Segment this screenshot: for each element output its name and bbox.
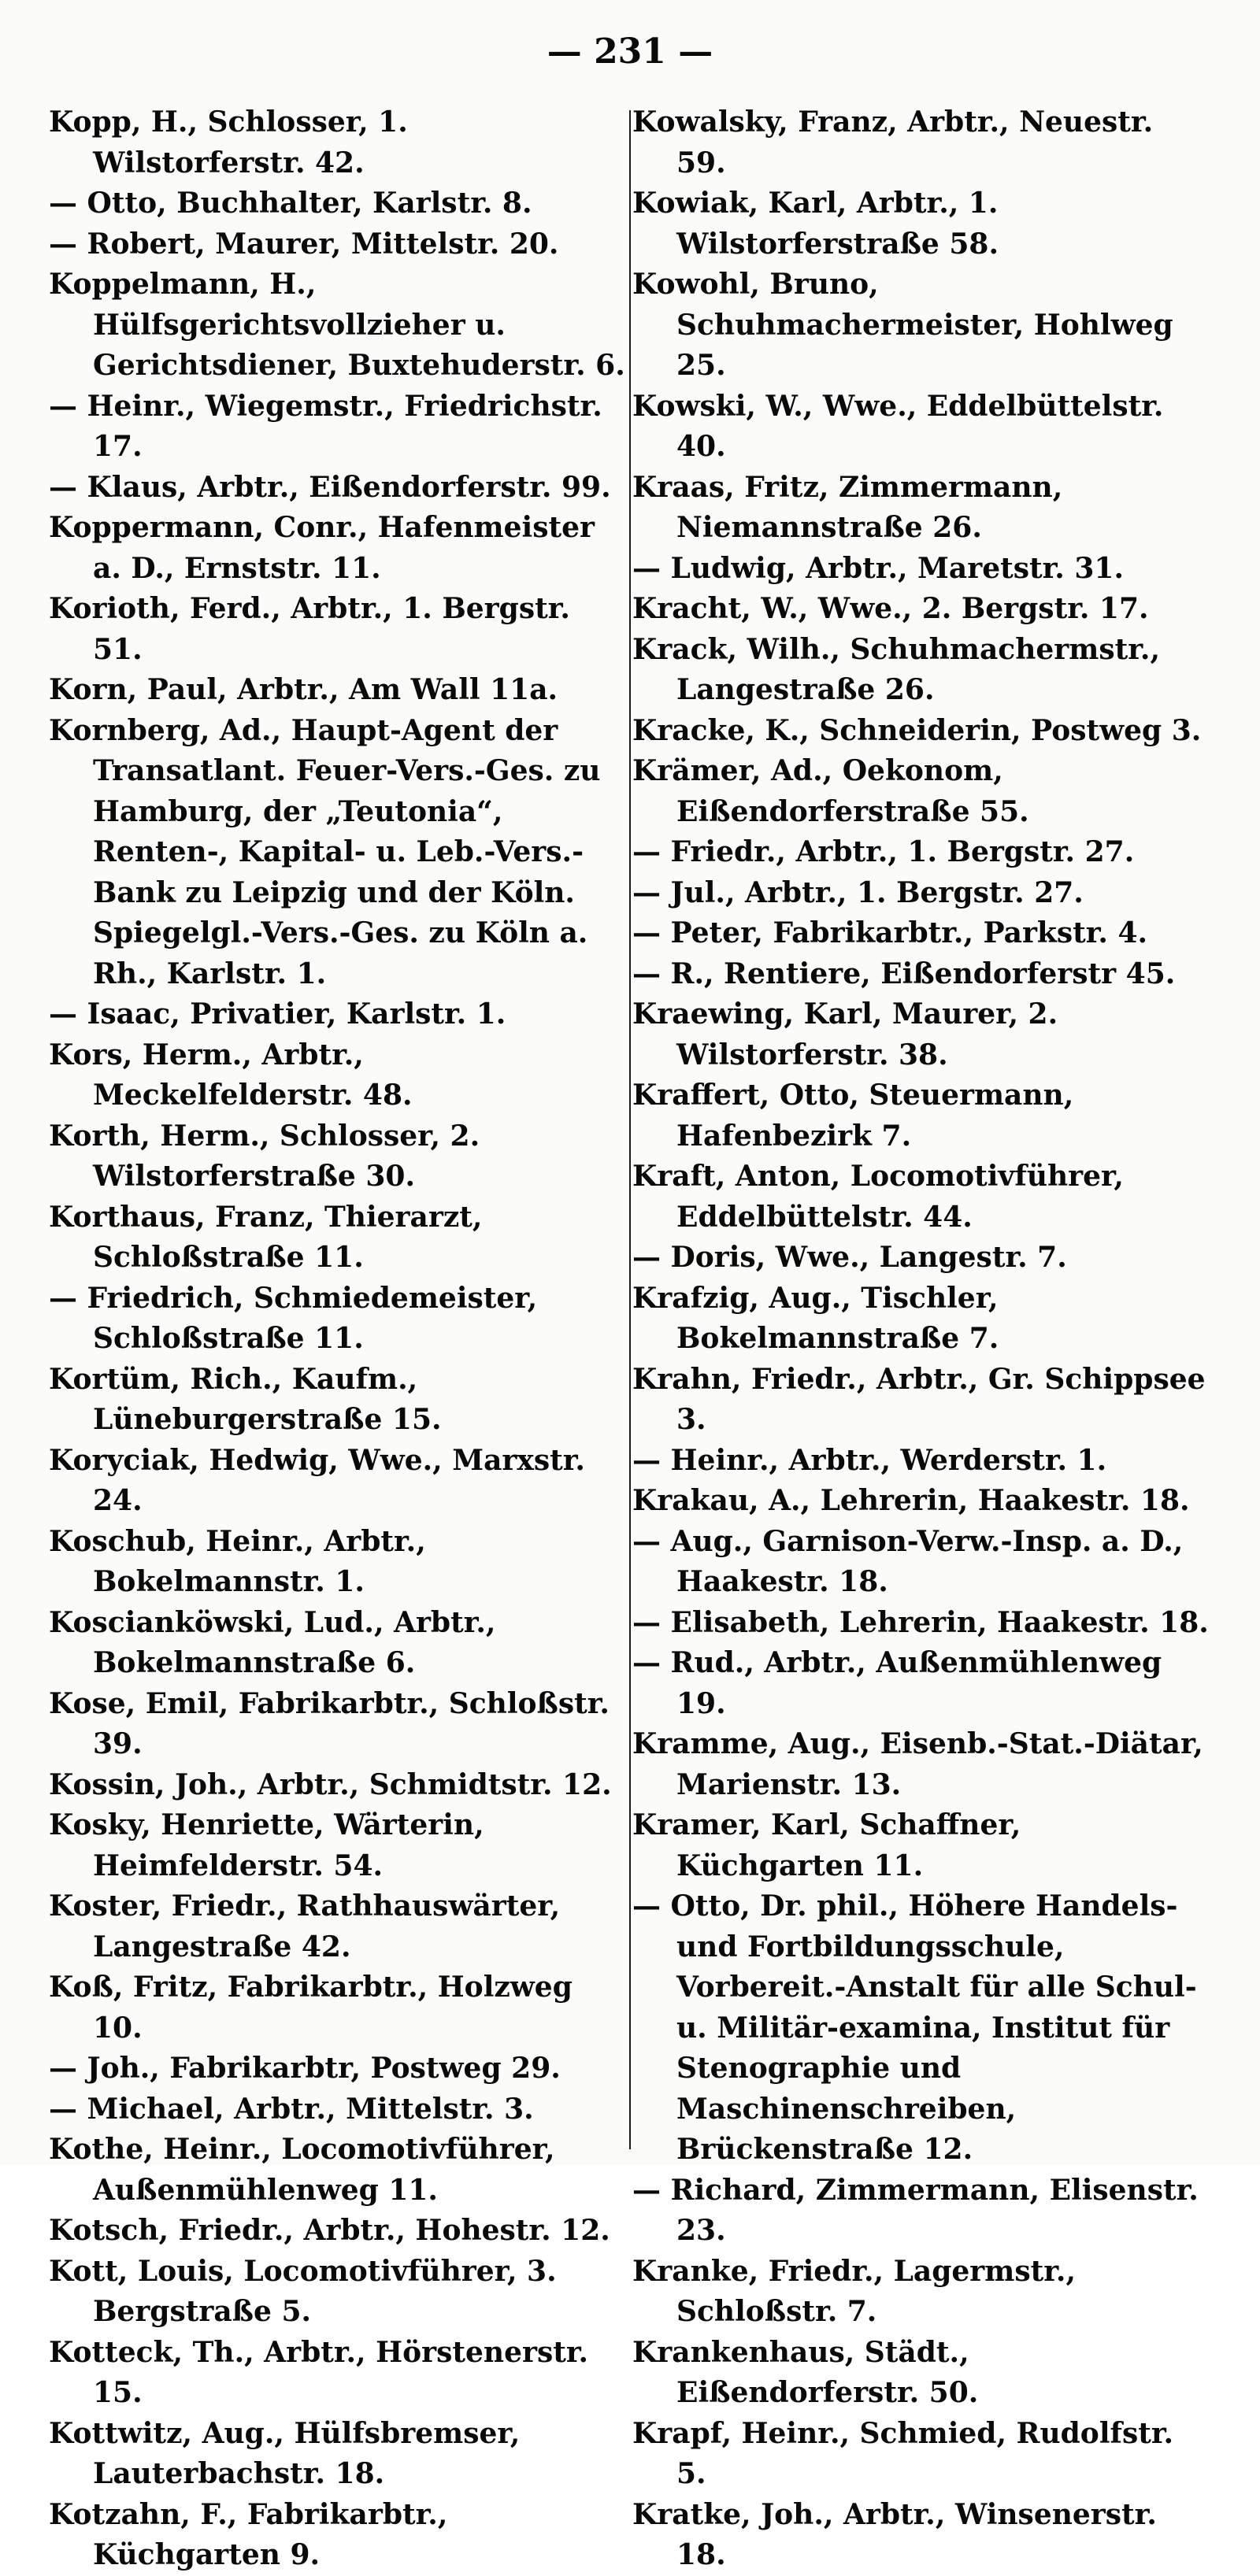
- directory-entry: Kors, Herm., Arbtr., Meckelfelderstr. 48.: [49, 1038, 413, 1112]
- directory-entry: — Elisabeth, Lehrerin, Haakestr. 18.: [632, 1605, 1209, 1639]
- directory-entry: Kowski, W., Wwe., Eddelbüttelstr. 40.: [632, 389, 1164, 463]
- directory-entry: Koscianköwski, Lud., Arbtr., Bokelmannstraße 6.: [49, 1605, 496, 1679]
- page-number: — 231 —: [547, 31, 713, 72]
- directory-entry: Kracht, W., Wwe., 2. Bergstr. 17.: [632, 592, 1149, 625]
- directory-entry: Kraft, Anton, Locomotivführer, Eddelbüttelstr. 44.: [632, 1160, 1124, 1234]
- directory-entry: Koster, Friedr., Rathhauswärter, Langestraße 42.: [49, 1889, 561, 1963]
- directory-entry: Koß, Fritz, Fabrikarbtr., Holzweg 10.: [49, 1971, 573, 2045]
- directory-entry: Kraas, Fritz, Zimmermann, Niemannstraße 26.: [632, 470, 1063, 544]
- directory-entry: Kramer, Karl, Schaffner, Küchgarten 11.: [632, 1808, 1021, 1882]
- directory-entry: — Richard, Zimmermann, Elisenstr. 23.: [632, 2173, 1199, 2247]
- directory-entry: Kowohl, Bruno, Schuhmachermeister, Hohlweg 25.: [632, 268, 1173, 382]
- directory-entry: — Klaus, Arbtr., Eißendorferstr. 99.: [49, 470, 611, 504]
- directory-entry: — Friedr., Arbtr., 1. Bergstr. 27.: [632, 835, 1135, 868]
- directory-entry: Kratke, Joh., Arbtr., Winsenerstr. 18.: [632, 2497, 1157, 2571]
- directory-entry: — R., Rentiere, Eißendorferstr 45.: [632, 957, 1176, 990]
- directory-entry: Kranke, Friedr., Lagermstr., Schloßstr. 7.: [632, 2254, 1076, 2328]
- directory-entry: Korioth, Ferd., Arbtr., 1. Bergstr. 51.: [49, 592, 570, 666]
- directory-entry: Koschub, Heinr., Arbtr., Bokelmannstr. 1.: [49, 1524, 426, 1598]
- directory-entry: Kraewing, Karl, Maurer, 2. Wilstorferstr. 38.: [632, 997, 1058, 1071]
- directory-entry: Kramme, Aug., Eisenb.-Stat.-Diätar, Marienstr. 13.: [632, 1727, 1203, 1801]
- directory-entry: — Heinr., Arbtr., Werderstr. 1.: [632, 1443, 1107, 1477]
- directory-entry: Kowiak, Karl, Arbtr., 1. Wilstorferstraße 58.: [632, 187, 999, 261]
- directory-entry: — Rud., Arbtr., Außenmühlenweg 19.: [632, 1646, 1162, 1720]
- directory-entry: Krämer, Ad., Oekonom, Eißendorferstraße 55.: [632, 754, 1029, 828]
- directory-entry: Koryciak, Hedwig, Wwe., Marxstr. 24.: [49, 1443, 585, 1517]
- directory-entry: Kopp, H., Schlosser, 1. Wilstorferstr. 42.: [49, 105, 408, 180]
- directory-entry: — Jul., Arbtr., 1. Bergstr. 27.: [632, 875, 1084, 909]
- directory-entry: Kothe, Heinr., Locomotivführer, Außenmühlenweg 11.: [49, 2133, 555, 2207]
- directory-entry: — Friedrich, Schmiedemeister, Schloßstraße 11.: [49, 1281, 538, 1355]
- directory-entry: Kowalsky, Franz, Arbtr., Neuestr. 59.: [632, 105, 1154, 180]
- directory-entry: — Ludwig, Arbtr., Maretstr. 31.: [632, 551, 1124, 585]
- directory-entry: Koppermann, Conr., Hafenmeister a. D., Ernststr. 11.: [49, 511, 595, 585]
- directory-entry: Krankenhaus, Städt., Eißendorferstr. 50.: [632, 2335, 979, 2409]
- directory-entry: — Michael, Arbtr., Mittelstr. 3.: [49, 2092, 534, 2126]
- directory-entry: — Doris, Wwe., Langestr. 7.: [632, 1241, 1067, 1274]
- directory-entry: Kraffert, Otto, Steuermann, Hafenbezirk 7.: [632, 1079, 1074, 1153]
- directory-entry: Krack, Wilh., Schuhmachermstr., Langestraße 26.: [632, 632, 1160, 706]
- directory-entry: Kose, Emil, Fabrikarbtr., Schloßstr. 39.: [49, 1686, 610, 1760]
- directory-entry: Kossin, Joh., Arbtr., Schmidtstr. 12.: [49, 1767, 612, 1801]
- directory-entry: Kosky, Henriette, Wärterin, Heimfelderstr. 54.: [49, 1808, 484, 1882]
- directory-entry: Kortüm, Rich., Kaufm., Lüneburgerstraße 15.: [49, 1362, 442, 1436]
- directory-entry: Korthaus, Franz, Thierarzt, Schloßstraße 11.: [49, 1200, 483, 1274]
- directory-entry: — Otto, Dr. phil., Höhere Handels- und Fortbildungsschule, Vorbereit.-Anstalt für alle Schul- u. Militär-examina, Institut für Stenographie und Maschinenschreiben, Brückenstraße 12.: [632, 1889, 1197, 2166]
- directory-entry: — Heinr., Wiegemstr., Friedrichstr. 17.: [49, 389, 602, 463]
- directory-entry: Kracke, K., Schneiderin, Postweg 3.: [632, 713, 1202, 747]
- directory-entry: — Isaac, Privatier, Karlstr. 1.: [49, 997, 506, 1031]
- directory-entry: Krafzig, Aug., Tischler, Bokelmannstraße 7.: [632, 1281, 999, 1355]
- directory-entry: Krakau, A., Lehrerin, Haakestr. 18.: [632, 1484, 1190, 1517]
- directory-entry: — Robert, Maurer, Mittelstr. 20.: [49, 227, 559, 261]
- column-divider: [629, 110, 631, 2149]
- directory-entry: Kornberg, Ad., Haupt-Agent der Transatlant. Feuer-Vers.-Ges. zu Hamburg, der „Teutonia“, Renten-, Kapital- u. Leb.-Vers.-Bank zu Leipzig und der Köln. Spiegelgl.-Vers.-Ges. zu Köln a. Rh., Karlstr. 1.: [49, 713, 601, 990]
- directory-entry: Kott, Louis, Locomotivführer, 3. Bergstraße 5.: [49, 2254, 557, 2328]
- directory-entry: Kottwitz, Aug., Hülfsbremser, Lauterbachstr. 18.: [49, 2416, 521, 2490]
- directory-entry: — Aug., Garnison-Verw.-Insp. a. D., Haakestr. 18.: [632, 1524, 1184, 1598]
- directory-entry: Korth, Herm., Schlosser, 2. Wilstorferstraße 30.: [49, 1119, 480, 1193]
- directory-entry: Krapf, Heinr., Schmied, Rudolfstr. 5.: [632, 2416, 1174, 2490]
- directory-entry: Krahn, Friedr., Arbtr., Gr. Schippsee 3.: [632, 1362, 1206, 1436]
- left-column: [49, 102, 628, 2576]
- directory-entry: Kotsch, Friedr., Arbtr., Hohestr. 12.: [49, 2214, 610, 2247]
- directory-entry: — Joh., Fabrikarbtr, Postweg 29.: [49, 2052, 561, 2085]
- directory-entry: — Peter, Fabrikarbtr., Parkstr. 4.: [632, 916, 1148, 949]
- directory-entry: Kotzahn, F., Fabrikarbtr., Küchgarten 9.: [49, 2497, 448, 2571]
- directory-entry: Korn, Paul, Arbtr., Am Wall 11a.: [49, 673, 558, 706]
- directory-entry: Koppelmann, H., Hülfsgerichtsvollzieher u. Gerichtsdiener, Buxtehuderstr. 6.: [49, 268, 625, 382]
- right-column: [632, 102, 1211, 2576]
- directory-entry: — Otto, Buchhalter, Karlstr. 8.: [49, 187, 532, 220]
- directory-entry: Kotteck, Th., Arbtr., Hörstenerstr. 15.: [49, 2335, 589, 2409]
